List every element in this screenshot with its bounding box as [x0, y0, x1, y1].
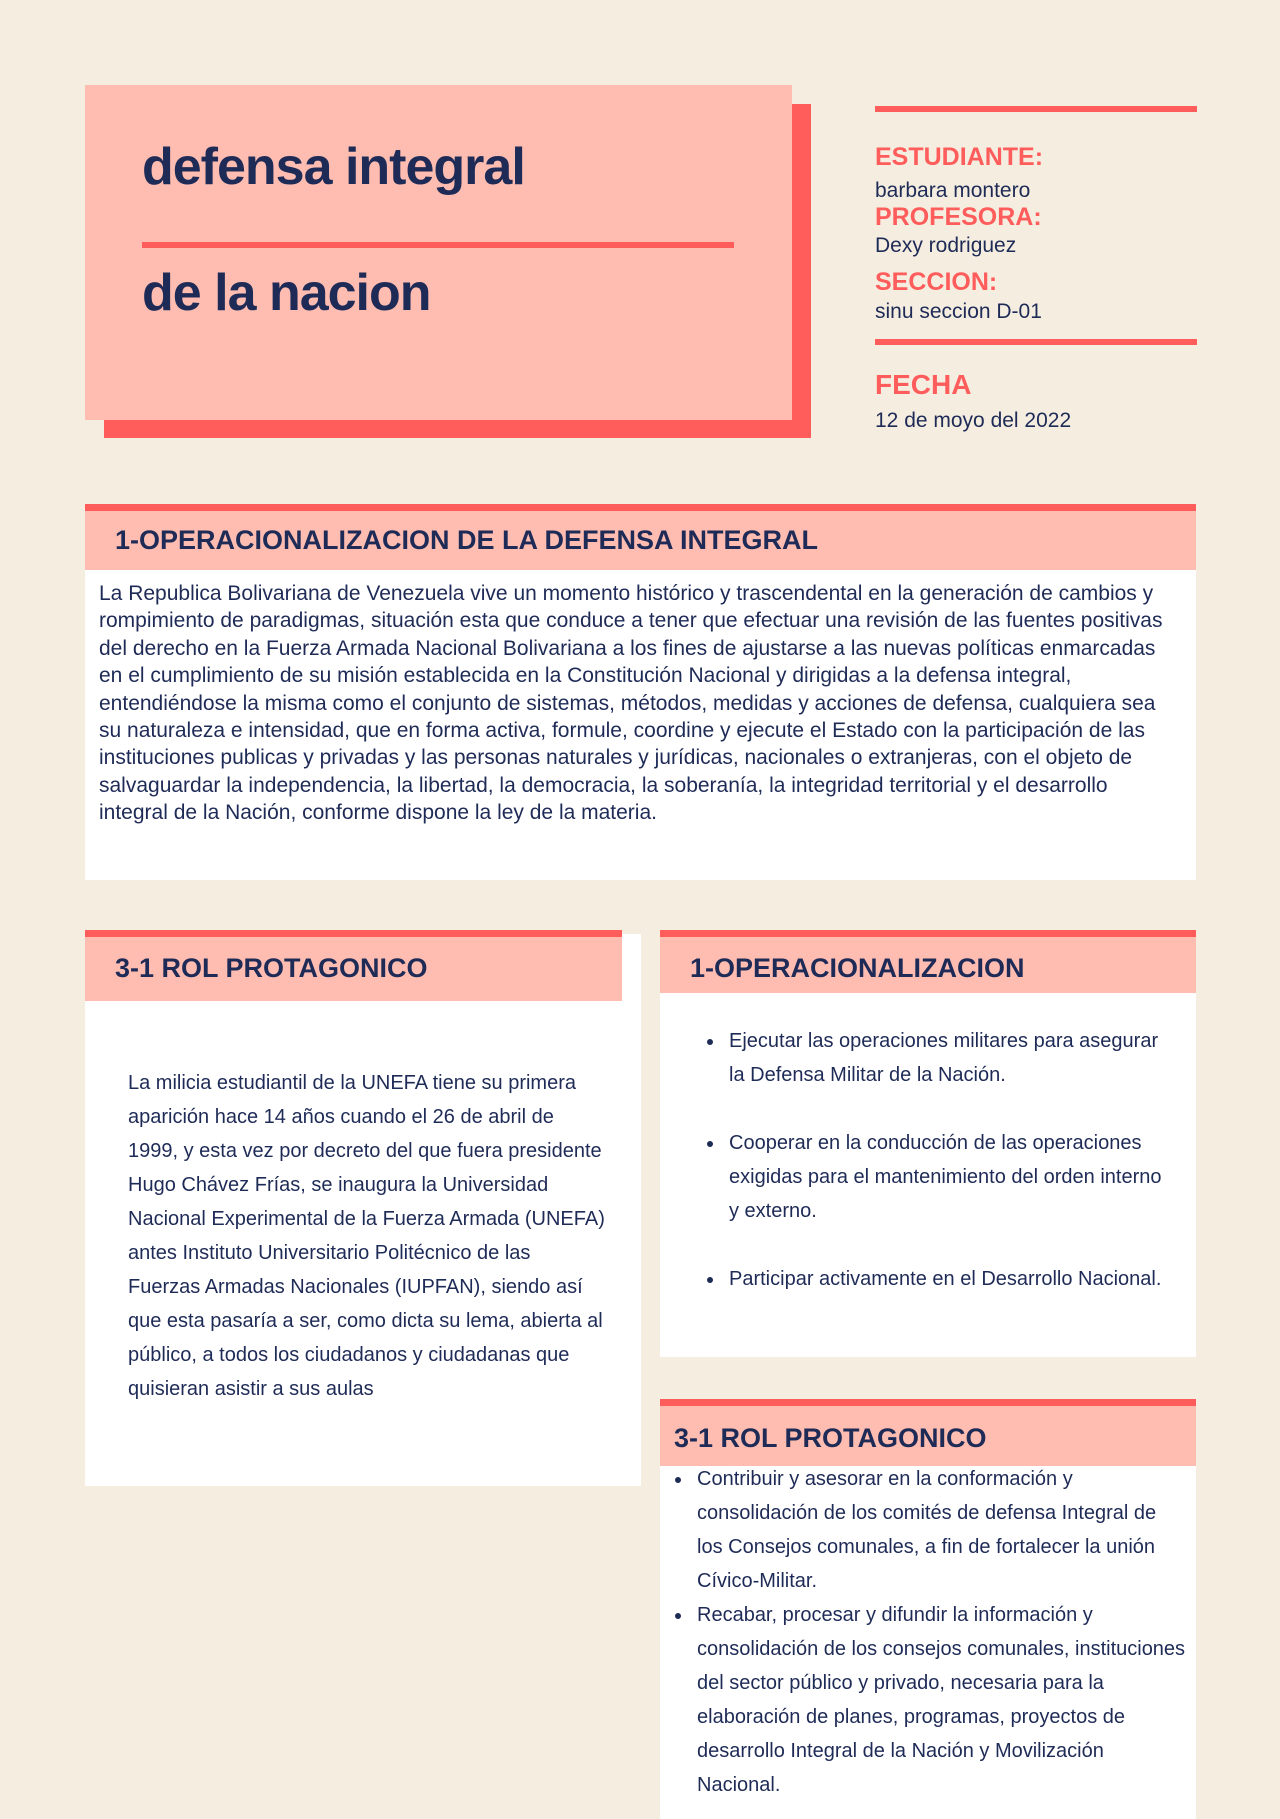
card-header	[85, 930, 622, 1001]
section-heading: 1-OPERACIONALIZACION DE LA DEFENSA INTEGRAL	[115, 525, 819, 555]
card-heading: 3-1 ROL PROTAGONICO	[115, 953, 428, 983]
list-item: Participar activamente en el Desarrollo Nacional.	[729, 1262, 1169, 1296]
list-item: Recabar, procesar y difundir la información y consolidación de los consejos comunales, instituciones del sector público y privado, necesaria para la elaboración de planes, programas, proyectos de desarrollo Integral de la Nación y Movilización Nacional.	[697, 1598, 1187, 1802]
title-divider	[142, 242, 734, 248]
roles-list	[697, 1462, 1187, 1802]
card-header	[660, 1399, 1196, 1466]
card-rol-protagonico	[85, 934, 641, 1486]
list-item: Ejecutar las operaciones militares para asegurar la Defensa Militar de la Nación.	[729, 1024, 1169, 1092]
info-divider-bottom	[875, 339, 1197, 345]
section-body: La Republica Bolivariana de Venezuela vive un momento histórico y trascendental en la generación de cambios y rompimiento de paradigmas, situación esta que conduce a tener que efectuar una revisión de las fuentes positivas del derecho en la Fuerza Armada Nacional Bolivariana a los fines de ajustarse a las nuevas políticas enmarcadas en el cumplimiento de su misión establecida en la Constitución Nacional y dirigidas a la defensa integral, entendiéndose la misma como el conjunto de sistemas, métodos, medidas y acciones de defensa, cualquiera sea su naturaleza e intensidad, que en forma activa, formule, coordine y ejecute el Estado con la participación de las instituciones publicas y privadas y las personas naturales y jurídicas, nacionales o extranjeras, con el objeto de salvaguardar la independencia, la libertad, la democracia, la soberanía, la integridad territorial y el desarrollo integral de la Nación, conforme dispone la ley de la materia.	[99, 582, 1163, 825]
card-heading: 1-OPERACIONALIZACION	[690, 953, 1025, 983]
card-heading: 3-1 ROL PROTAGONICO	[674, 1423, 987, 1453]
section-header	[85, 504, 1196, 570]
title-box	[85, 85, 792, 420]
title-line-1: defensa integral	[142, 138, 525, 196]
date-label: FECHA	[875, 369, 972, 400]
teacher-name: Dexy rodriguez	[875, 234, 1017, 257]
operations-list	[729, 1024, 1169, 1296]
card-rol-protagonico-2	[660, 1399, 1196, 1819]
info-divider-top	[875, 106, 1197, 112]
list-item: Cooperar en la conducción de las operaciones exigidas para el mantenimiento del orden interno y externo.	[729, 1126, 1169, 1228]
student-name: barbara montero	[875, 179, 1031, 202]
card-header	[660, 930, 1196, 993]
section-label: SECCION:	[875, 268, 998, 296]
card-operacionalizacion	[660, 930, 1196, 1357]
list-item: Contribuir y asesorar en la conformación y consolidación de los comités de defensa Integral de los Consejos comunales, a fin de fortalecer la unión Cívico-Militar.	[697, 1462, 1187, 1598]
card-body: La milicia estudiantil de la UNEFA tiene su primera aparición hace 14 años cuando el 26 de abril de 1999, y esta vez por decreto del que fuera presidente Hugo Chávez Frías, se inaugura la Universidad Nacional Experimental de la Fuerza Armada (UNEFA) antes Instituto Universitario Politécnico de las Fuerzas Armadas Nacionales (IUPFAN), siendo así que esta pasaría a ser, como dicta su lema, abierta al público, a todos los ciudadanos y ciudadanas que quisieran asistir a sus aulas	[128, 1072, 605, 1400]
section-value: sinu seccion D-01	[875, 300, 1042, 323]
title-line-2: de la nacion	[142, 264, 431, 322]
student-label: ESTUDIANTE:	[875, 143, 1044, 171]
teacher-label: PROFESORA:	[875, 203, 1042, 231]
section-operacionalizacion-defensa	[85, 504, 1196, 880]
date-value: 12 de moyo del 2022	[875, 409, 1072, 432]
